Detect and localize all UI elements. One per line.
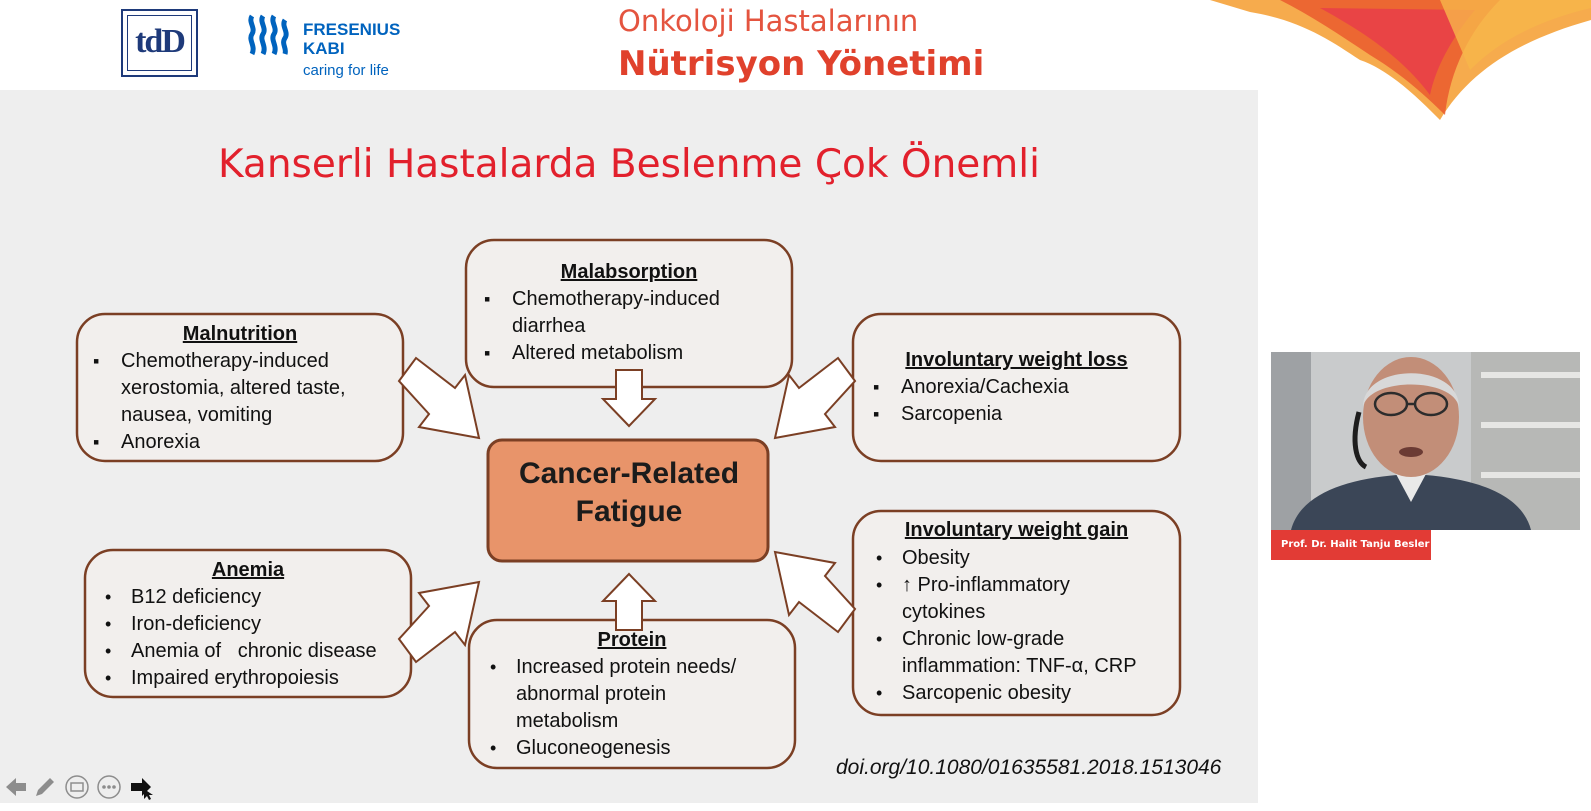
event-title-line1: Onkoloji Hastalarının (618, 4, 919, 38)
slide-title: Kanserli Hastalarda Beslenme Çok Önemli (218, 142, 1040, 187)
arrow-left-icon[interactable] (3, 774, 29, 800)
fresenius-line2: KABI (303, 39, 345, 58)
protein-list (488, 654, 788, 762)
fresenius-mark-icon (248, 14, 290, 56)
center-line2: Fatigue (575, 495, 683, 528)
arrow-weight-gain (775, 552, 855, 632)
fresenius-line1: FRESENIUS (303, 20, 401, 39)
list-item: • Increased protein needs/ abnormal protein metabolism (488, 654, 756, 735)
center-label (489, 455, 769, 531)
pen-icon[interactable] (32, 774, 58, 800)
fresenius-tagline: caring for life (303, 62, 389, 79)
speaker-portrait (1271, 352, 1580, 530)
list-item: • Gluconeogenesis (488, 735, 788, 762)
anemia-title: Anemia (211, 559, 285, 581)
tdd-logo (121, 9, 198, 77)
malnutrition-title: Malnutrition (182, 323, 298, 345)
subtitles-icon[interactable] (64, 774, 90, 800)
more-icon[interactable] (96, 774, 122, 800)
list-item: • Chronic low-grade inflammation: TNF-α, CRP (874, 626, 1172, 680)
list-item: • Obesity (874, 545, 1174, 572)
list-item: ▪ Chemotherapy-induced xerostomia, altered taste, nausea, vomiting (93, 348, 383, 429)
protein-title: Protein (597, 629, 667, 651)
presentation-slide (0, 90, 1258, 803)
malnutrition-list (93, 348, 383, 456)
center-line1: Cancer-Related (518, 457, 740, 490)
event-title-line2: Nütrisyon Yönetimi (618, 44, 985, 84)
list-item: ▪ Anorexia/Cachexia (873, 374, 1163, 401)
anemia-list (103, 584, 403, 692)
malabsorption-list (484, 286, 784, 367)
tdd-logo-initials: tdD (135, 23, 184, 60)
doi-reference: doi.org/10.1080/01635581.2018.1513046 (836, 756, 1222, 779)
weight-gain-list (874, 545, 1174, 707)
list-item: ▪ Sarcopenia (873, 401, 1163, 428)
fresenius-kabi-logo (248, 12, 408, 82)
list-item: • B12 deficiency (103, 584, 403, 611)
list-item: • ↑ Pro-inflammatory cytokines (874, 572, 1132, 626)
speaker-name-tag: Prof. Dr. Halit Tanju Besler (1271, 530, 1431, 560)
list-item: • Impaired erythropoiesis (103, 665, 403, 692)
list-item: ▪ Altered metabolism (484, 340, 784, 367)
pointer-icon[interactable] (128, 774, 154, 800)
weight-loss-title: Involuntary weight loss (905, 349, 1128, 371)
weight-loss-list (873, 374, 1163, 428)
list-item: • Iron-deficiency (103, 611, 403, 638)
list-item: • Anemia of chronic disease (103, 638, 403, 665)
speaker-video (1271, 352, 1580, 530)
list-item: • Sarcopenic obesity (874, 680, 1174, 707)
list-item: ▪ Anorexia (93, 429, 383, 456)
malabsorption-title: Malabsorption (560, 261, 698, 283)
list-item: ▪ Chemotherapy-induced diarrhea (484, 286, 742, 340)
weight-gain-title: Involuntary weight gain (904, 519, 1129, 541)
